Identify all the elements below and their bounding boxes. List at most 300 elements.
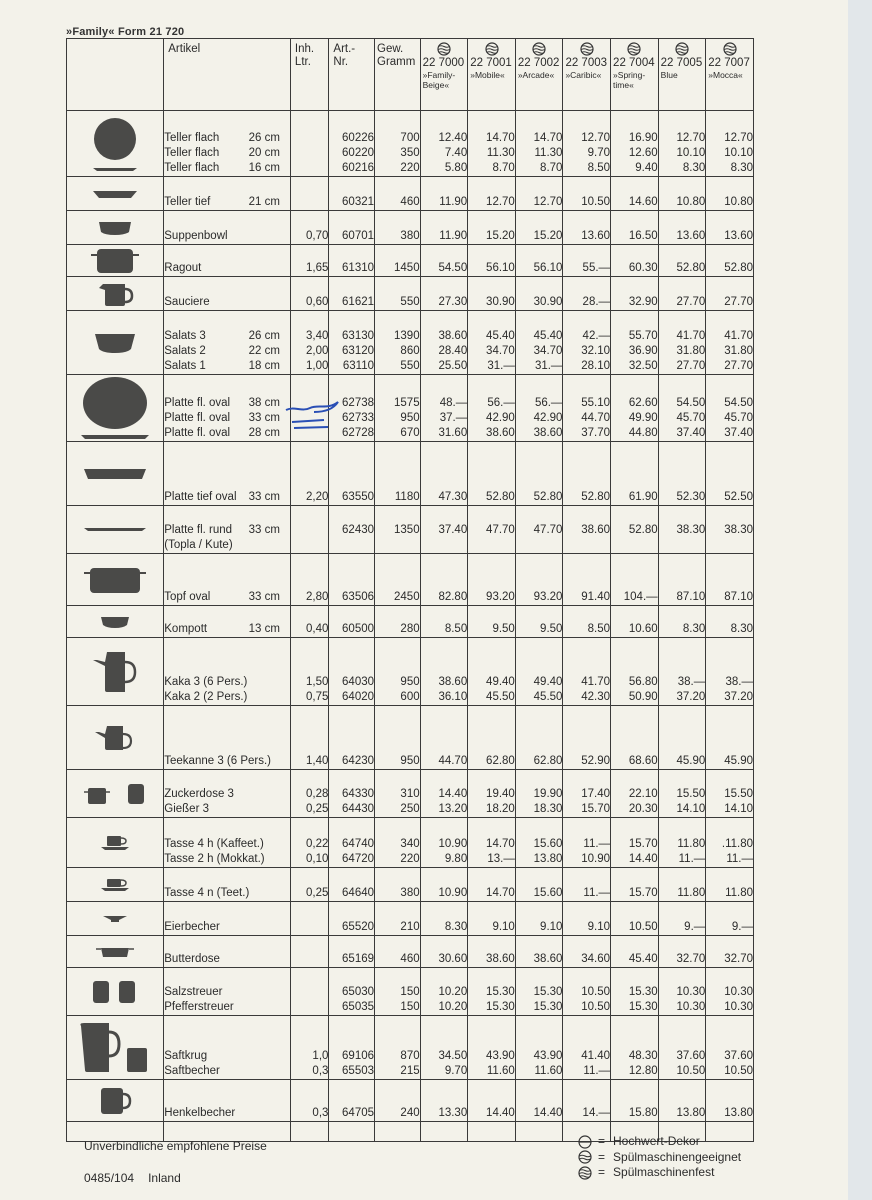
price-cell: 49.40 45.50: [468, 638, 516, 706]
price-cell: 8.50: [563, 606, 611, 638]
price-cell: 32.70: [706, 936, 754, 968]
header-artnr: Art.- Nr.: [329, 39, 375, 111]
price-cell: 45.40 34.70 31.—: [468, 311, 516, 375]
decor-number: 22 7001: [470, 57, 512, 69]
dishwasher-safe-icon: [675, 42, 689, 56]
dishwasher-safe-icon: [437, 42, 451, 56]
article-line: Salats 2 22 cm: [164, 345, 280, 357]
price-cell: 14.—: [563, 1080, 611, 1122]
mug-icon: [67, 1086, 163, 1116]
article-line: Ragout: [164, 262, 202, 274]
article-line: Kompott 13 cm: [164, 623, 280, 635]
inh-cell: 2,20: [290, 442, 329, 506]
decor-number: 22 7000: [422, 57, 465, 69]
article-cell: [164, 211, 291, 245]
table-row: [67, 868, 754, 902]
price-cell: 8.30: [420, 902, 468, 936]
article-cell: [164, 936, 291, 968]
article-line: Sauciere: [164, 296, 210, 308]
gew-cell: 210: [375, 902, 421, 936]
price-cell: 9.—: [658, 902, 706, 936]
price-cell: 56.80 50.90: [611, 638, 659, 706]
gew-cell: 950 600: [375, 638, 421, 706]
sugar-creamer-icon: [67, 782, 163, 806]
sauce-boat-icon: [67, 280, 163, 308]
price-cell: 38.60: [563, 506, 611, 554]
article-line: Gießer 3: [164, 803, 210, 815]
price-cell: 13.80: [658, 1080, 706, 1122]
price-cell: 14.70 11.30 8.70: [515, 111, 563, 177]
article-line: Kaka 2 (2 Pers.): [164, 691, 248, 703]
price-cell: 16.90 12.60 9.40: [611, 111, 659, 177]
price-cell: 87.10: [706, 554, 754, 606]
table-row: [67, 177, 754, 211]
tea-cup-icon: [67, 877, 163, 893]
salt-pepper-shaker-icon: [67, 979, 163, 1005]
artnr-cell: 64330 64430: [329, 770, 375, 818]
article-cell: [164, 111, 291, 177]
artnr-cell: 61621: [329, 277, 375, 311]
price-cell: 19.90 18.30: [515, 770, 563, 818]
inh-cell: 0,40: [290, 606, 329, 638]
inh-cell: [290, 936, 329, 968]
price-cell: 27.70: [658, 277, 706, 311]
decor-number: 22 7007: [708, 57, 750, 69]
gew-cell: 1390 860 550: [375, 311, 421, 375]
price-cell: 48.30 12.80: [611, 1016, 659, 1080]
price-cell: 44.70: [420, 706, 468, 770]
price-cell: 82.80: [420, 554, 468, 606]
gew-cell: 1350: [375, 506, 421, 554]
inh-cell: 0,70: [290, 211, 329, 245]
price-cell: 22.10 20.30: [611, 770, 659, 818]
artnr-cell: 65169: [329, 936, 375, 968]
inh-cell: 0,28 0,25: [290, 770, 329, 818]
price-cell: 55.10 44.70 37.70: [563, 375, 611, 442]
article-line: Suppenbowl: [164, 230, 228, 242]
table-row: [67, 375, 754, 442]
decor-number: 22 7003: [565, 57, 608, 69]
decor-name: Blue: [660, 70, 678, 80]
article-line: Teller flach 20 cm: [164, 147, 280, 159]
price-cell: 15.30 15.30: [515, 968, 563, 1016]
dishwasher-safe-icon: [532, 42, 546, 56]
product-image: [67, 1016, 164, 1080]
header-inh: Inh. Ltr.: [290, 39, 329, 111]
price-cell: 10.80: [658, 177, 706, 211]
product-image: [67, 968, 164, 1016]
price-cell: 10.90: [420, 868, 468, 902]
article-cell: [164, 375, 291, 442]
price-cell: 12.40 7.40 5.80: [420, 111, 468, 177]
price-cell: 11.80: [658, 868, 706, 902]
price-cell: 61.90: [611, 442, 659, 506]
article-line: Tasse 4 n (Teet.): [164, 887, 250, 899]
price-cell: 14.40 13.20: [420, 770, 468, 818]
price-cell: 10.50: [611, 902, 659, 936]
article-cell: [164, 902, 291, 936]
ragout-pot-icon: [67, 246, 163, 276]
inh-cell: 1,65: [290, 245, 329, 277]
article-cell: [164, 177, 291, 211]
price-cell: 38.— 37.20: [706, 638, 754, 706]
inh-cell: [290, 506, 329, 554]
artnr-cell: 60226 60220 60216: [329, 111, 375, 177]
header-decor-3: [563, 39, 611, 111]
price-cell: 9.10: [515, 902, 563, 936]
table-row: [67, 606, 754, 638]
article-cell: [164, 554, 291, 606]
table-row: [67, 442, 754, 506]
price-cell: 37.60 10.50: [706, 1016, 754, 1080]
article-line: Salats 1 18 cm: [164, 360, 280, 372]
price-cell: 15.60 13.80: [515, 818, 563, 868]
inh-cell: 1,40: [290, 706, 329, 770]
price-cell: 30.90: [515, 277, 563, 311]
price-cell: 8.30: [706, 606, 754, 638]
product-image: [67, 277, 164, 311]
article-cell: [164, 442, 291, 506]
price-cell: 91.40: [563, 554, 611, 606]
product-image: [67, 936, 164, 968]
cup-saucer-icon: [67, 834, 163, 852]
price-cell: 48.— 37.— 31.60: [420, 375, 468, 442]
price-cell: 12.70 9.70 8.50: [563, 111, 611, 177]
article-cell: [164, 706, 291, 770]
price-cell: 27.70: [706, 277, 754, 311]
gew-cell: 240: [375, 1080, 421, 1122]
price-cell: 10.80: [706, 177, 754, 211]
decor-number: 22 7004: [613, 57, 655, 69]
article-cell: [164, 1080, 291, 1122]
price-cell: 9.50: [515, 606, 563, 638]
article-line: Salzstreuer: [164, 986, 223, 998]
table-row: [67, 111, 754, 177]
product-image: [67, 868, 164, 902]
dishwasher-safe-icon: [578, 1166, 592, 1180]
article-line: Platte fl. oval 28 cm: [164, 427, 280, 439]
deep-plate-icon: [67, 188, 163, 200]
artnr-cell: 64230: [329, 706, 375, 770]
table-row: [67, 968, 754, 1016]
gew-cell: 310 250: [375, 770, 421, 818]
gew-cell: 280: [375, 606, 421, 638]
article-line: Zuckerdose 3: [164, 788, 234, 800]
price-cell: 13.30: [420, 1080, 468, 1122]
article-line: Platte fl. rund 33 cm: [164, 524, 280, 536]
price-cell: 32.90: [611, 277, 659, 311]
article-line: Saftkrug: [164, 1050, 208, 1062]
price-cell: 52.80: [515, 442, 563, 506]
legend-row: = Hochwert-Dekor: [578, 1134, 741, 1150]
inh-cell: 0,25: [290, 868, 329, 902]
product-image: [67, 770, 164, 818]
soup-bowl-icon: [67, 220, 163, 236]
article-cell: [164, 606, 291, 638]
article-line: Pfefferstreuer: [164, 1001, 234, 1013]
product-image: [67, 706, 164, 770]
price-cell: 56.10: [468, 245, 516, 277]
inh-cell: 0,3: [290, 1080, 329, 1122]
product-image: [67, 606, 164, 638]
gew-cell: 460: [375, 177, 421, 211]
price-cell: 38.60 36.10: [420, 638, 468, 706]
price-cell: 28.—: [563, 277, 611, 311]
table-row: [67, 770, 754, 818]
price-cell: 17.40 15.70: [563, 770, 611, 818]
price-cell: 11.80 11.—: [658, 818, 706, 868]
price-cell: 37.40: [420, 506, 468, 554]
table-row: [67, 902, 754, 936]
price-cell: 10.50 10.50: [563, 968, 611, 1016]
price-cell: 43.90 11.60: [515, 1016, 563, 1080]
product-image: [67, 245, 164, 277]
article-cell: [164, 1016, 291, 1080]
article-cell: [164, 245, 291, 277]
price-cell: 11.90: [420, 177, 468, 211]
artnr-cell: 62430: [329, 506, 375, 554]
table-row: [67, 818, 754, 868]
artnr-cell: 60500: [329, 606, 375, 638]
article-cell: [164, 968, 291, 1016]
price-cell: 30.90: [468, 277, 516, 311]
decor-number: 22 7002: [517, 57, 560, 69]
price-cell: 15.50 14.10: [706, 770, 754, 818]
product-image: [67, 211, 164, 245]
price-cell: 27.30: [420, 277, 468, 311]
teapot-icon: [67, 724, 163, 752]
decor-name: »Mobile«: [470, 70, 505, 80]
table-row: [67, 506, 754, 554]
price-cell: 12.70: [515, 177, 563, 211]
price-cell: 56.— 42.90 38.60: [515, 375, 563, 442]
product-image: [67, 442, 164, 506]
price-cell: 45.90: [706, 706, 754, 770]
price-cell: 15.70: [611, 868, 659, 902]
table-row: [67, 936, 754, 968]
price-cell: 11.80: [706, 868, 754, 902]
price-cell: 56.— 42.90 38.60: [468, 375, 516, 442]
price-cell: 13.80: [706, 1080, 754, 1122]
product-image: [67, 375, 164, 442]
artnr-cell: 63550: [329, 442, 375, 506]
article-line: Salats 3 26 cm: [164, 330, 280, 342]
price-cell: 52.80: [563, 442, 611, 506]
gew-cell: 340 220: [375, 818, 421, 868]
price-cell: 30.60: [420, 936, 468, 968]
table-row: [67, 311, 754, 375]
table-row: [67, 554, 754, 606]
price-cell: 54.50: [420, 245, 468, 277]
price-cell: 49.40 45.50: [515, 638, 563, 706]
price-cell: 56.10: [515, 245, 563, 277]
decor-name: »Family-Beige«: [422, 70, 456, 90]
price-cell: 52.50: [706, 442, 754, 506]
article-cell: [164, 277, 291, 311]
price-cell: 38.60 28.40 25.50: [420, 311, 468, 375]
price-cell: 10.60: [611, 606, 659, 638]
gew-cell: 700 350 220: [375, 111, 421, 177]
price-cell: 54.50 45.70 37.40: [658, 375, 706, 442]
gew-cell: 870 215: [375, 1016, 421, 1080]
price-cell: 38.— 37.20: [658, 638, 706, 706]
header-decor-6: [706, 39, 754, 111]
table-row: [67, 277, 754, 311]
document-code: 0485/104 Inland: [84, 1171, 181, 1185]
price-cell: 38.30: [658, 506, 706, 554]
price-cell: 14.70 13.—: [468, 818, 516, 868]
round-platter-icon: [67, 526, 163, 534]
decor-name: »Spring-time«: [613, 70, 646, 90]
price-cell: 14.70: [468, 868, 516, 902]
price-cell: 62.80: [468, 706, 516, 770]
price-cell: 11.90: [420, 211, 468, 245]
product-image: [67, 638, 164, 706]
article-line: Platte tief oval 33 cm: [164, 491, 280, 503]
artnr-cell: 64640: [329, 868, 375, 902]
article-line: Platte fl. oval 38 cm: [164, 397, 280, 409]
inh-cell: 1,0 0,3: [290, 1016, 329, 1080]
inh-cell: [290, 177, 329, 211]
price-cell: 13.60: [563, 211, 611, 245]
gew-cell: 1575 950 670: [375, 375, 421, 442]
price-cell: 41.70 42.30: [563, 638, 611, 706]
price-cell: 38.60: [468, 936, 516, 968]
article-line: Teller flach 16 cm: [164, 162, 280, 174]
article-line: Tasse 4 h (Kaffeet.): [164, 838, 264, 850]
price-cell: 55.—: [563, 245, 611, 277]
artnr-cell: 63506: [329, 554, 375, 606]
product-image: [67, 1080, 164, 1122]
article-cell: [164, 311, 291, 375]
gew-cell: 950: [375, 706, 421, 770]
inh-cell: [290, 902, 329, 936]
price-cell: 8.50: [420, 606, 468, 638]
artnr-cell: 60321: [329, 177, 375, 211]
price-cell: 10.50: [563, 177, 611, 211]
artnr-cell: 63130 63120 63110: [329, 311, 375, 375]
product-image: [67, 177, 164, 211]
header-decor-0: [420, 39, 468, 111]
price-cell: 14.40: [468, 1080, 516, 1122]
price-cell: 16.50: [611, 211, 659, 245]
gew-cell: 1450: [375, 245, 421, 277]
egg-cup-icon: [67, 914, 163, 924]
price-cell: 9.10: [563, 902, 611, 936]
article-line: Butterdose: [164, 953, 220, 965]
coffee-pot-icon: [67, 650, 163, 694]
price-cell: 13.60: [658, 211, 706, 245]
inh-cell: 0,22 0,10: [290, 818, 329, 868]
compote-bowl-icon: [67, 615, 163, 629]
oval-platter-icon: [67, 375, 163, 441]
price-cell: 8.30: [658, 606, 706, 638]
price-cell: 52.30: [658, 442, 706, 506]
price-cell: 93.20: [468, 554, 516, 606]
gew-cell: 380: [375, 868, 421, 902]
gew-cell: 1180: [375, 442, 421, 506]
article-line: Teller tief 21 cm: [164, 196, 280, 208]
header-decor-1: [468, 39, 516, 111]
gew-cell: 550: [375, 277, 421, 311]
price-cell: 87.10: [658, 554, 706, 606]
price-cell: 9.50: [468, 606, 516, 638]
decor-name: »Arcade«: [517, 70, 555, 80]
price-cell: 13.60: [706, 211, 754, 245]
price-cell: 14.60: [611, 177, 659, 211]
price-cell: 15.60: [515, 868, 563, 902]
high-value-decor-icon: [578, 1135, 592, 1149]
header-artikel: Artikel: [164, 39, 291, 111]
header-row: [67, 39, 754, 111]
product-image: [67, 111, 164, 177]
price-cell: 34.60: [563, 936, 611, 968]
price-cell: 41.70 31.80 27.70: [706, 311, 754, 375]
product-image: [67, 554, 164, 606]
price-cell: 12.70 10.10 8.30: [658, 111, 706, 177]
inh-cell: 2,80: [290, 554, 329, 606]
price-cell: 38.60: [515, 936, 563, 968]
header-decor-4: [611, 39, 659, 111]
inh-cell: [290, 111, 329, 177]
price-cell: 52.80: [468, 442, 516, 506]
product-image: [67, 818, 164, 868]
inh-cell: 3,40 2,00 1,00: [290, 311, 329, 375]
price-cell: 55.70 36.90 32.50: [611, 311, 659, 375]
artnr-cell: 64030 64020: [329, 638, 375, 706]
header-gew: Gew. Gramm: [375, 39, 421, 111]
symbol-legend: [578, 1134, 741, 1181]
gew-cell: 2450: [375, 554, 421, 606]
price-cell: 41.40 11.—: [563, 1016, 611, 1080]
price-cell: 10.30 10.30: [706, 968, 754, 1016]
price-cell: 60.30: [611, 245, 659, 277]
price-cell: 12.70: [468, 177, 516, 211]
price-cell: 10.90 9.80: [420, 818, 468, 868]
price-cell: 14.40: [515, 1080, 563, 1122]
decor-name: »Caribic«: [565, 70, 602, 80]
price-cell: 15.20: [515, 211, 563, 245]
price-cell: 62.60 49.90 44.80: [611, 375, 659, 442]
dishwasher-safe-icon: [580, 42, 594, 56]
inh-cell: 0,60: [290, 277, 329, 311]
price-cell: 11.—: [563, 868, 611, 902]
article-cell: [164, 770, 291, 818]
product-image: [67, 902, 164, 936]
article-line: Saftbecher: [164, 1065, 220, 1077]
dishwasher-safe-icon: [723, 42, 737, 56]
price-cell: 41.70 31.80 27.70: [658, 311, 706, 375]
article-cell: [164, 868, 291, 902]
deep-oval-platter-icon: [67, 467, 163, 481]
plate-flat-icon: [67, 115, 163, 173]
article-line: Teekanne 3 (6 Pers.): [164, 755, 272, 767]
table-row: [67, 245, 754, 277]
table-row: [67, 1016, 754, 1080]
price-cell: 93.20: [515, 554, 563, 606]
price-cell: 52.80: [658, 245, 706, 277]
price-cell: 104.—: [611, 554, 659, 606]
header-decor-2: [515, 39, 563, 111]
price-cell: 38.30: [706, 506, 754, 554]
price-cell: 19.40 18.20: [468, 770, 516, 818]
table-row: [67, 638, 754, 706]
price-cell: 47.70: [468, 506, 516, 554]
price-cell: 47.70: [515, 506, 563, 554]
price-disclaimer: Unverbindliche empfohlene Preise: [84, 1139, 267, 1153]
article-line: Topf oval 33 cm: [164, 591, 280, 603]
gew-cell: 150 150: [375, 968, 421, 1016]
